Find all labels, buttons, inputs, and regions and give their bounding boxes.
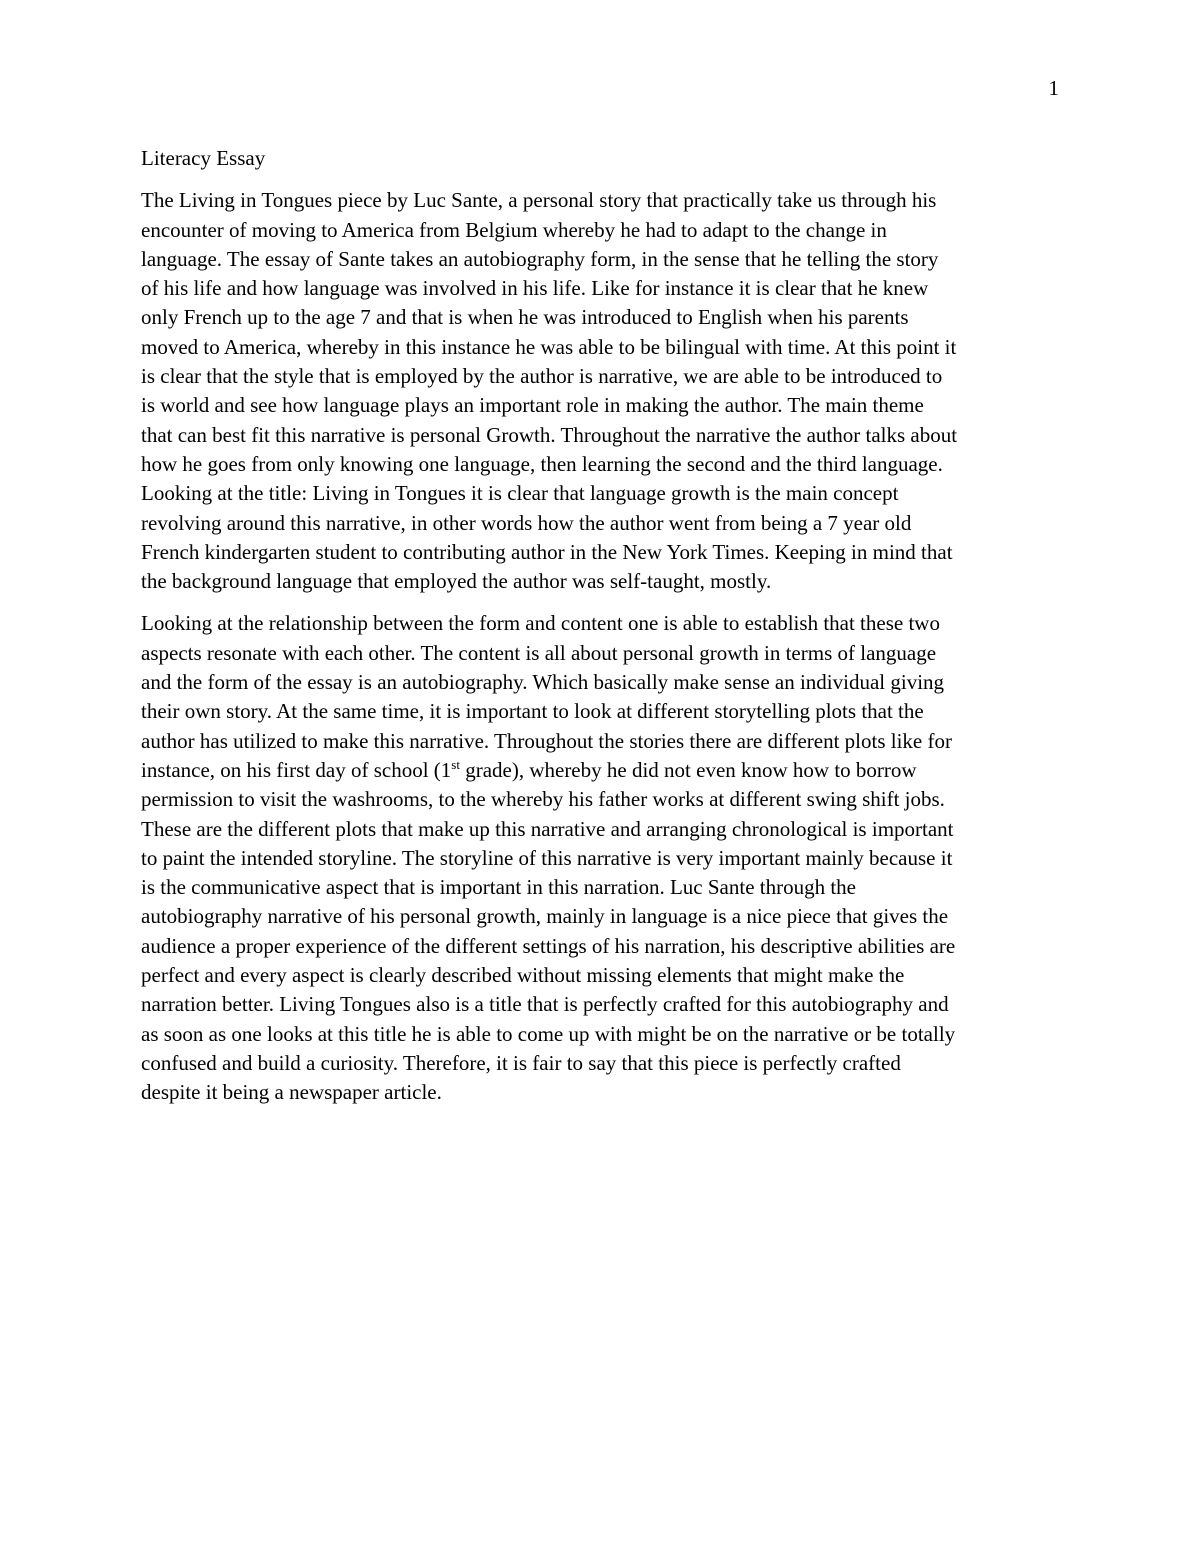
text-line: confused and build a curiosity. Therefore, it is fair to say that this piece is perfectly crafted (141, 1050, 901, 1075)
text-line: French kindergarten student to contributing author in the New York Times. Keeping in mind that (141, 539, 953, 564)
text-line: only French up to the age 7 and that is when he was introduced to English when his parents (141, 305, 909, 330)
page-number: 1 (1048, 76, 1059, 100)
text-segment: grade), whereby he did not even know how to borrow (459, 757, 917, 782)
text-line: is clear that the style that is employed by the author is narrative, we are able to be introduced to (141, 364, 943, 389)
text-line: Looking at the title: Living in Tongues it is clear that language growth is the main concept (141, 481, 899, 506)
text-line: These are the different plots that make up this narrative and arranging chronological is important (141, 816, 954, 841)
text-line: and the form of the essay is an autobiography. Which basically make sense an individual giving (141, 670, 945, 695)
text-line: language. The essay of Sante takes an autobiography form, in the sense that he telling the story (141, 246, 939, 271)
text-line: as soon as one looks at this title he is able to come up with might be on the narrative or be totally (141, 1021, 956, 1046)
essay-body (141, 144, 1063, 1121)
text-line: Looking at the relationship between the form and content one is able to establish that these two (141, 611, 940, 636)
text-line: how he goes from only knowing one language, then learning the second and the third language. (141, 451, 943, 476)
text-line: author has utilized to make this narrative. Throughout the stories there are different plots like for (141, 728, 952, 753)
text-line: revolving around this narrative, in other words how the author went from being a 7 year old (141, 510, 912, 535)
text-line: is world and see how language plays an important role in making the author. The main theme (141, 393, 924, 418)
text-line: the background language that employed the author was self-taught, mostly. (141, 569, 772, 594)
text-segment: instance, on his first day of school (1 (141, 757, 452, 782)
text-line: their own story. At the same time, it is important to look at different storytelling plots that the (141, 699, 924, 724)
text-line: perfect and every aspect is clearly described without missing elements that might make the (141, 963, 905, 988)
paragraph-1 (141, 186, 1063, 596)
text-line: The Living in Tongues piece by Luc Sante, a personal story that practically take us through his (141, 188, 937, 213)
text-line: encounter of moving to America from Belgium whereby he had to adapt to the change in (141, 217, 887, 242)
text-line: narration better. Living Tongues also is a title that is perfectly crafted for this autobiography and (141, 992, 949, 1017)
text-line: moved to America, whereby in this instance he was able to be bilingual with time. At this point it (141, 334, 957, 359)
ordinal-superscript: st (451, 756, 460, 772)
essay-title: Literacy Essay (141, 146, 266, 170)
text-line-with-superscript (141, 756, 1063, 785)
text-line: that can best fit this narrative is personal Growth. Throughout the narrative the author talks about (141, 422, 958, 447)
text-line: autobiography narrative of his personal growth, mainly in language is a nice piece that gives the (141, 904, 949, 929)
text-line: of his life and how language was involved in his life. Like for instance it is clear that he knew (141, 276, 929, 301)
text-line: to paint the intended storyline. The storyline of this narrative is very important mainly because it (141, 845, 953, 870)
text-line: permission to visit the washrooms, to the whereby his father works at different swing shift jobs. (141, 787, 945, 812)
paragraph-2 (141, 609, 1063, 1107)
text-line: is the communicative aspect that is important in this narration. Luc Sante through the (141, 875, 856, 900)
text-line: aspects resonate with each other. The content is all about personal growth in terms of language (141, 640, 937, 665)
text-line: despite it being a newspaper article. (141, 1080, 442, 1105)
text-line: audience a proper experience of the different settings of his narration, his descriptive abilities are (141, 933, 956, 958)
